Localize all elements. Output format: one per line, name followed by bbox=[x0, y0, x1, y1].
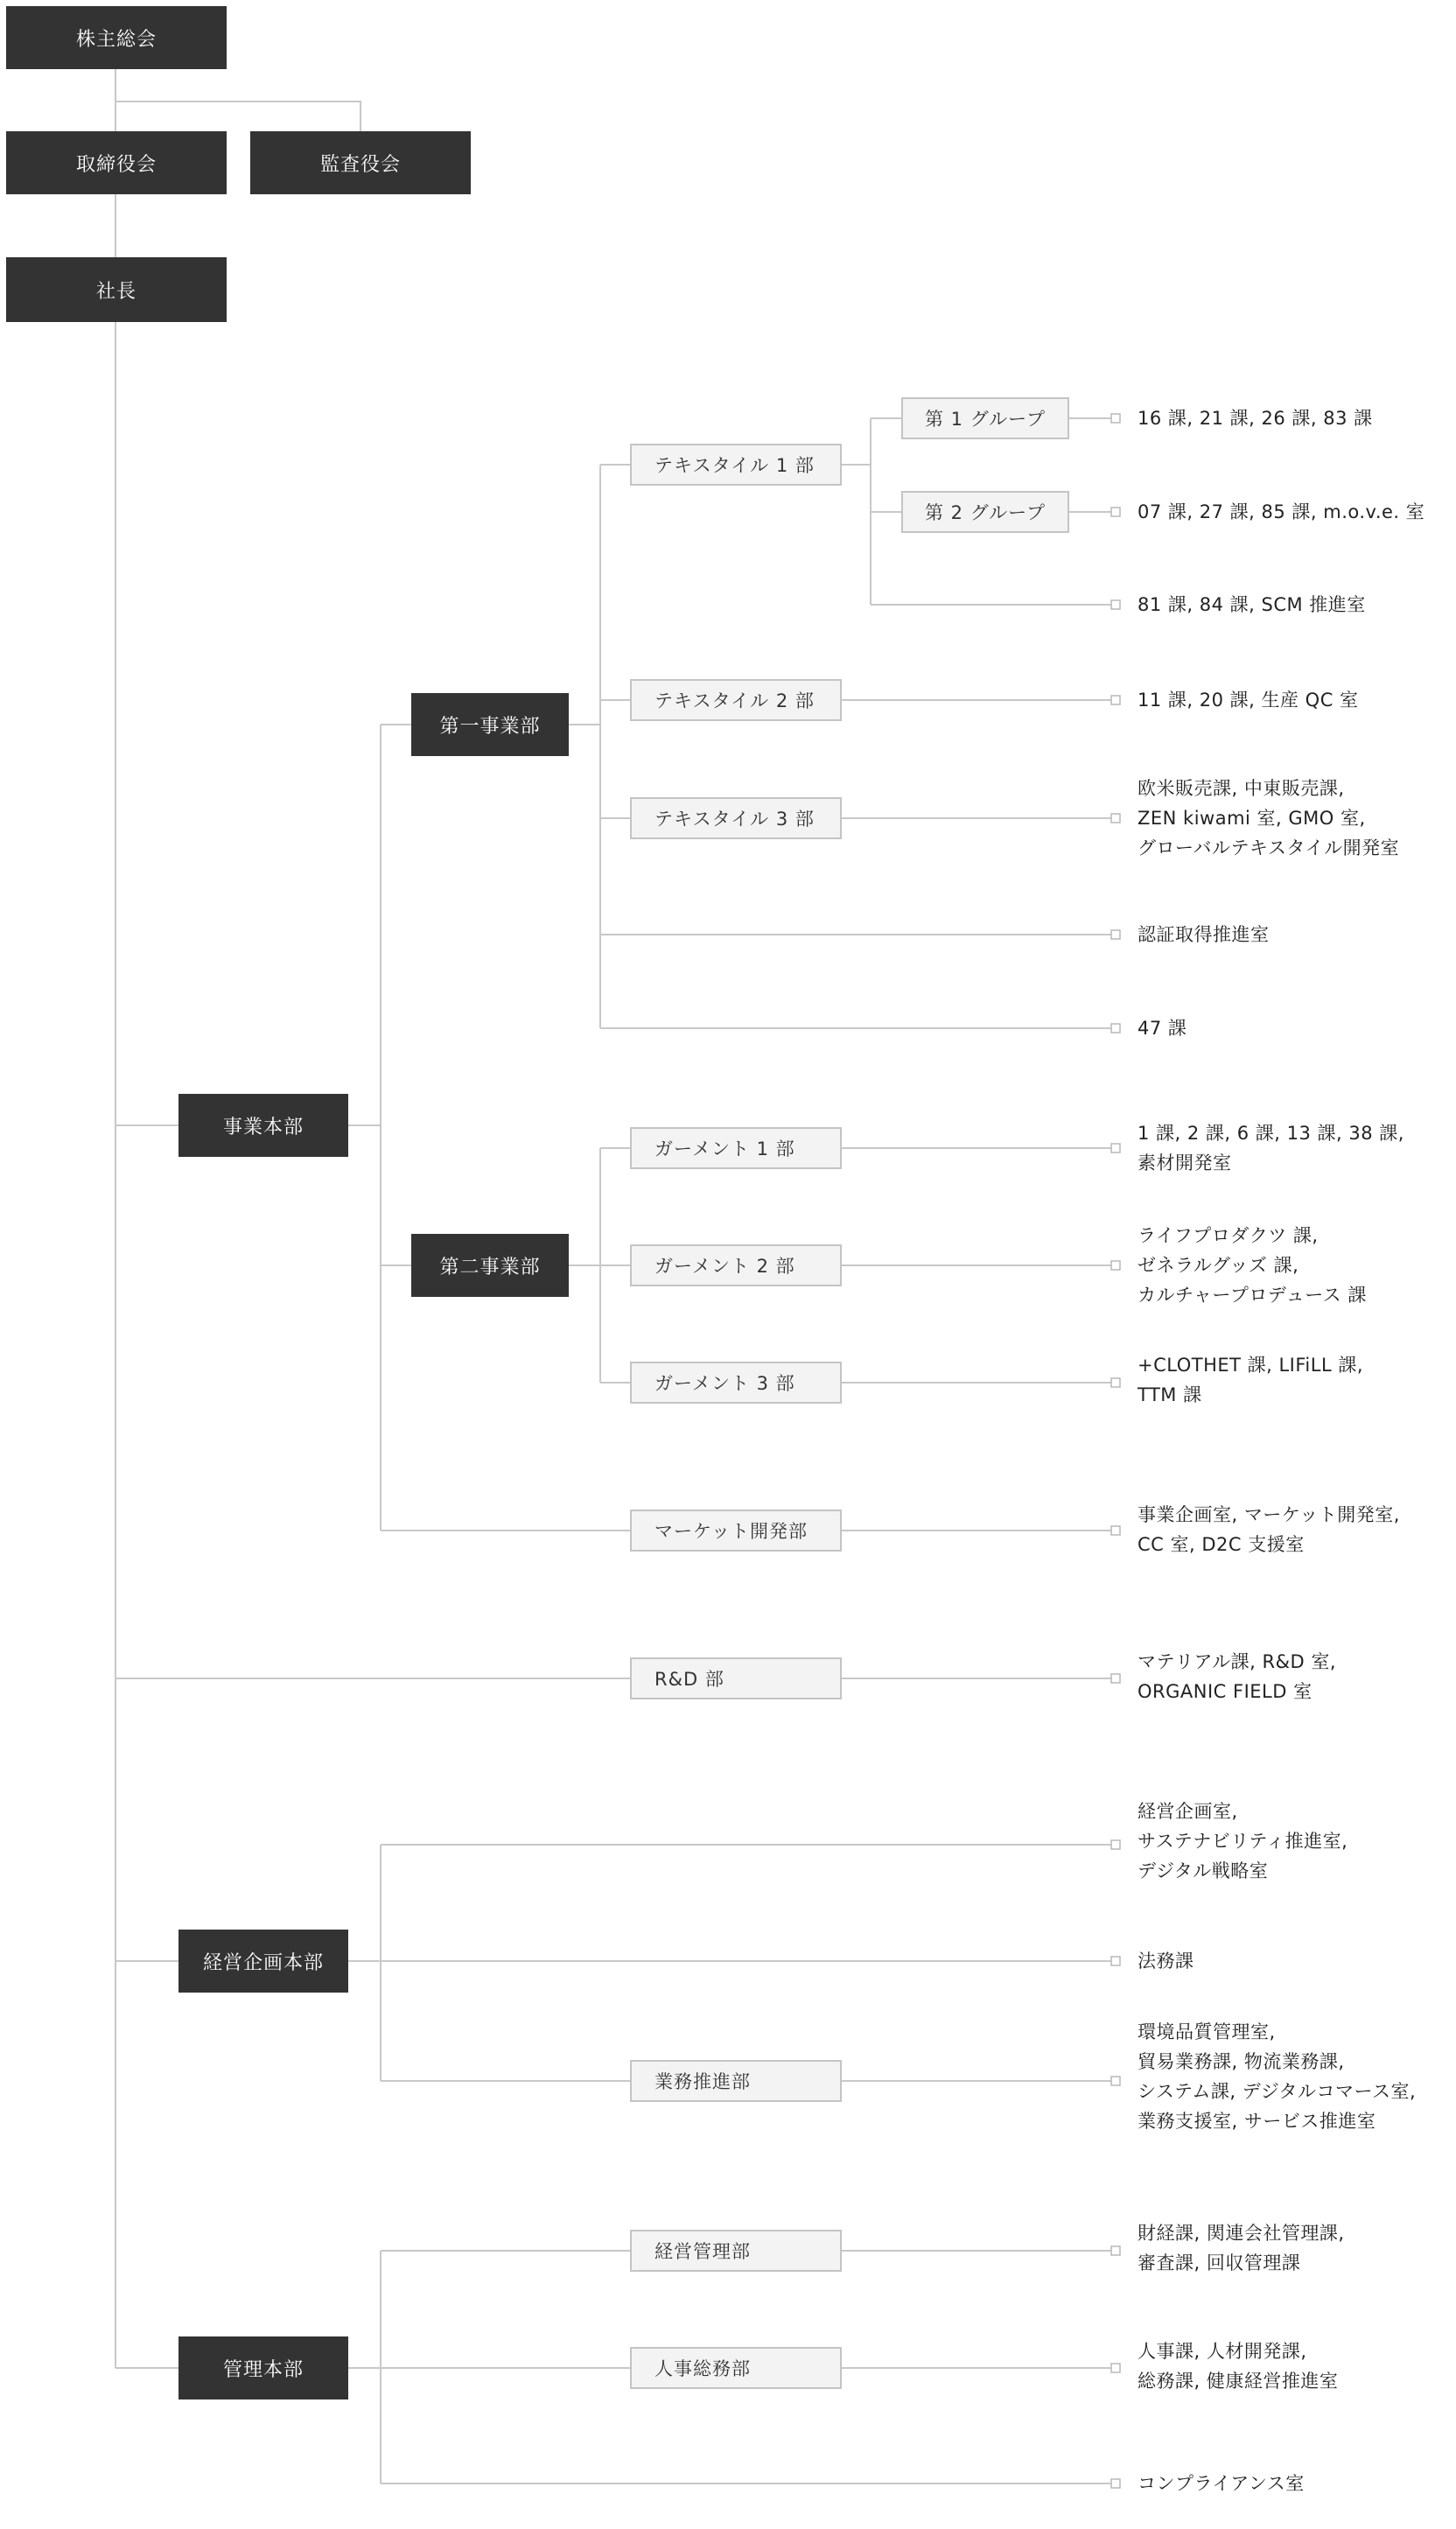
leaf-line: 認証取得推進室 bbox=[1138, 924, 1270, 945]
leaf-line: CC 室, D2C 支援室 bbox=[1138, 1534, 1305, 1555]
leaf-g1 bbox=[1138, 403, 1373, 433]
leaf-line: 業務支援室, サービス推進室 bbox=[1138, 2111, 1376, 2132]
hr-box bbox=[630, 2347, 842, 2389]
business-division-box bbox=[178, 1094, 348, 1157]
leaf-line: 1 課, 2 課, 6 課, 13 課, 38 課, bbox=[1138, 1123, 1404, 1144]
first-business-box bbox=[411, 693, 569, 756]
leaf-line: 16 課, 21 課, 26 課, 83 課 bbox=[1138, 408, 1373, 429]
admin-division-box bbox=[178, 2336, 348, 2399]
market-dev-box bbox=[630, 1510, 842, 1552]
leaf-market bbox=[1138, 1500, 1400, 1559]
ops-promo-box bbox=[630, 2060, 842, 2102]
leaf-line: 経営企画室, bbox=[1138, 1801, 1238, 1822]
leaf-line: 事業企画室, マーケット開発室, bbox=[1138, 1504, 1400, 1525]
rnd-box bbox=[630, 1657, 842, 1699]
leaf-line: コンプライアンス室 bbox=[1138, 2473, 1305, 2494]
leaf-line: 審査課, 回収管理課 bbox=[1138, 2252, 1301, 2273]
leaf-marker bbox=[1111, 1261, 1120, 1270]
leaf-line: 81 課, 84 課, SCM 推進室 bbox=[1138, 594, 1366, 615]
leaf-hr bbox=[1138, 2336, 1338, 2396]
group-1-box bbox=[901, 397, 1069, 439]
leaf-t3 bbox=[1138, 774, 1399, 863]
leaf-line: 総務課, 健康経営推進室 bbox=[1138, 2371, 1339, 2392]
leaf-marker bbox=[1111, 696, 1120, 704]
shareholders-box bbox=[6, 6, 227, 69]
leaf-t2 bbox=[1138, 685, 1359, 715]
leaf-line: TTM 課 bbox=[1138, 1384, 1202, 1405]
leaf-marker bbox=[1111, 2077, 1120, 2085]
leaf-line: 11 課, 20 課, 生産 QC 室 bbox=[1138, 690, 1359, 711]
mgmt-label: 経営管理部 bbox=[654, 2241, 751, 2262]
leaf-line: マテリアル課, R&D 室, bbox=[1138, 1651, 1336, 1672]
leaf-marker bbox=[1111, 508, 1120, 516]
leaf-marker bbox=[1111, 930, 1120, 939]
leaf-line: デジタル戦略室 bbox=[1138, 1860, 1269, 1881]
textile-2-box bbox=[630, 679, 842, 721]
textile-3-label: テキスタイル 3 部 bbox=[654, 809, 815, 830]
leaf-marker bbox=[1111, 1024, 1120, 1033]
auditors-label: 監査役会 bbox=[319, 153, 401, 176]
leaf-line: 法務課 bbox=[1138, 1951, 1194, 1972]
leaf-line: ZEN kiwami 室, GMO 室, bbox=[1138, 808, 1366, 829]
ops-promo-label: 業務推進部 bbox=[654, 2071, 751, 2092]
leaf-marker bbox=[1111, 1526, 1120, 1535]
leaf-gm1 bbox=[1138, 1118, 1404, 1178]
shareholders-label: 株主総会 bbox=[75, 28, 157, 51]
leaf-line: 環境品質管理室, bbox=[1138, 2021, 1276, 2042]
textile-2-label: テキスタイル 2 部 bbox=[654, 690, 815, 711]
leaf-line: ゼネラルグッズ 課, bbox=[1138, 1255, 1299, 1276]
rnd-label: R&D 部 bbox=[654, 1669, 724, 1690]
leaf-marker bbox=[1111, 2479, 1120, 2488]
leaf-line: 欧米販売課, 中東販売課, bbox=[1138, 778, 1345, 799]
leaf-marker bbox=[1111, 1674, 1120, 1683]
garment-3-box bbox=[630, 1362, 842, 1404]
leaf-47 bbox=[1138, 1013, 1186, 1043]
garment-1-label: ガーメント 1 部 bbox=[654, 1138, 795, 1159]
garment-3-label: ガーメント 3 部 bbox=[654, 1373, 795, 1394]
leaf-t1-direct bbox=[1138, 590, 1366, 620]
admin-division-label: 管理本部 bbox=[222, 2358, 304, 2381]
leaf-gm2 bbox=[1138, 1221, 1367, 1310]
group-2-box bbox=[901, 491, 1069, 533]
board-label: 取締役会 bbox=[75, 153, 157, 176]
leaf-marker bbox=[1111, 1144, 1120, 1152]
leaf-line: サステナビリティ推進室, bbox=[1138, 1831, 1348, 1852]
leaf-legal bbox=[1138, 1946, 1194, 1976]
leaf-marker bbox=[1111, 2246, 1120, 2255]
leaf-compliance bbox=[1138, 2469, 1305, 2498]
market-dev-label: マーケット開発部 bbox=[654, 1521, 808, 1542]
textile-3-box bbox=[630, 797, 842, 839]
leaf-line: 07 課, 27 課, 85 課, m.o.v.e. 室 bbox=[1138, 501, 1425, 522]
leaf-g2 bbox=[1138, 497, 1424, 527]
leaf-mgmt bbox=[1138, 2218, 1345, 2278]
auditors-box bbox=[250, 131, 471, 194]
leaf-line: ORGANIC FIELD 室 bbox=[1138, 1681, 1312, 1702]
president-label: 社長 bbox=[95, 280, 136, 303]
textile-1-box bbox=[630, 444, 842, 486]
garment-2-label: ガーメント 2 部 bbox=[654, 1256, 795, 1277]
leaf-line: ライフプロダクツ 課, bbox=[1138, 1225, 1319, 1246]
leaf-line: +CLOTHET 課, LIFiLL 課, bbox=[1138, 1355, 1364, 1376]
leaf-line: 財経課, 関連会社管理課, bbox=[1138, 2223, 1345, 2244]
leaf-planning-direct bbox=[1138, 1797, 1348, 1886]
leaf-line: システム課, デジタルコマース室, bbox=[1138, 2081, 1417, 2102]
group-2-label: 第 2 グループ bbox=[924, 502, 1046, 523]
second-business-label: 第二事業部 bbox=[439, 1256, 541, 1279]
leaf-cert bbox=[1138, 920, 1270, 949]
leaf-gm3 bbox=[1138, 1350, 1363, 1410]
board-box bbox=[6, 131, 227, 194]
leaf-marker bbox=[1111, 600, 1120, 609]
leaf-marker bbox=[1111, 2364, 1120, 2372]
first-business-label: 第一事業部 bbox=[439, 715, 541, 738]
leaf-marker bbox=[1111, 814, 1120, 823]
second-business-box bbox=[411, 1234, 569, 1297]
president-box bbox=[6, 257, 227, 322]
planning-division-label: 経営企画本部 bbox=[202, 1951, 324, 1974]
leaf-ops bbox=[1138, 2017, 1416, 2136]
leaf-line: 人事課, 人材開発課, bbox=[1138, 2341, 1307, 2362]
garment-2-box bbox=[630, 1244, 842, 1286]
leaf-marker bbox=[1111, 414, 1120, 423]
leaf-line: カルチャープロデュース 課 bbox=[1138, 1285, 1367, 1306]
leaf-marker bbox=[1111, 1957, 1120, 1965]
leaf-marker bbox=[1111, 1378, 1120, 1387]
garment-1-box bbox=[630, 1127, 842, 1169]
leaf-line: 47 課 bbox=[1138, 1018, 1187, 1039]
leaf-line: グローバルテキスタイル開発室 bbox=[1138, 837, 1400, 858]
leaf-line: 素材開発室 bbox=[1138, 1152, 1232, 1173]
leaf-line: 貿易業務課, 物流業務課, bbox=[1138, 2051, 1345, 2072]
textile-1-label: テキスタイル 1 部 bbox=[654, 455, 815, 476]
mgmt-box bbox=[630, 2230, 842, 2272]
leaf-rnd bbox=[1138, 1647, 1336, 1706]
group-1-label: 第 1 グループ bbox=[924, 409, 1046, 430]
planning-division-box bbox=[178, 1930, 348, 1993]
hr-label: 人事総務部 bbox=[654, 2358, 751, 2379]
business-division-label: 事業本部 bbox=[222, 1116, 304, 1138]
leaf-marker bbox=[1111, 1840, 1120, 1849]
